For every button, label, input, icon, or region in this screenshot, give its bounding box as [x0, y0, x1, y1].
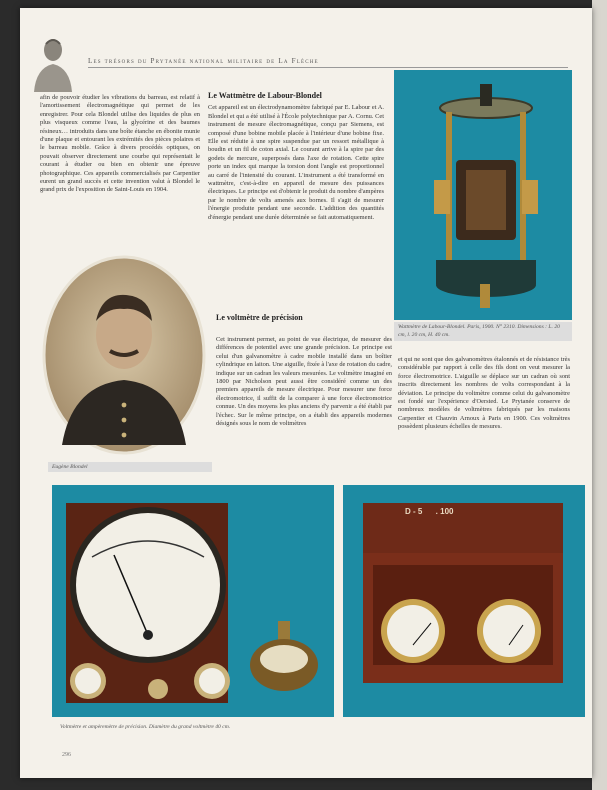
voltmeter-text	[216, 336, 392, 428]
wattmeter-photo	[394, 70, 572, 320]
bust-ornament-icon	[28, 34, 78, 94]
right-text-column	[398, 356, 570, 432]
voltmeter-paragraph: Cet instrument permet, au point de vue électrique, de mesurer des différences de potentiel avec une grande précision. Le principe est celui d'un galvanomètre à cadre mobile installé dans un boîtier cylindrique en laiton. Une aiguille, fixée à l'axe de rotation du cadre, indique sur un cadran les valeurs mesurées. Le voltmètre imaginé en 1800 par Nicholson peut aussi être considéré comme un des premiers appareils de mesure électrique. Pour mesurer une force électromotrice, il suffit de la comparer à une force électromotrice connue. Un des moyens les plus anciens d'y parvenir a été établi par l'échec. Sur le même principe, on a établi des appareils modernes désignés sous le nom de voltmètres	[216, 336, 392, 428]
section-heading-voltmeter: Le voltmètre de précision	[216, 313, 303, 322]
voltmeter-photo	[52, 485, 334, 717]
middle-text-column-bottom	[216, 314, 392, 326]
wattmeter-caption: Wattmètre de Labour-Blondel. Paris, 1900. N° 2310. Dimensions : L. 20 cm, l. 20 cm, H. 40 cm.	[394, 322, 572, 341]
portrait-photo	[42, 255, 206, 455]
wattmeter-paragraph: Cet appareil est un électrodynamomètre fabriqué par E. Labour et A. Blondel et qui a été utilisé à l'École polytechnique par A. Cornu. Cet instrument de mesure électromagnétique, conçu par Siemens, est composé d'une bobine mobile placée à l'intérieur d'une bobine fixe. Elle est réduite à une spire suspendue par un ressort métallique à boudin et un fil de coton axial. Le courant arrive à la spire par des godets de mercure, superposés dans l'axe de rotation. Cette spire porte un index qui marque la torsion dont l'angle est proportionnel au carré de l'intensité du courant. L'instrument a été transformé en wattmètre, c'est-à-dire en appareil de mesure des puissances électriques. Le principe est d'obtenir le produit du nombre d'ampères par le nombre de volts amenés aux bornes. Il s'agit de mesurer l'énergie produite pendant une seconde. L'addition des quantités d'énergie pendant une durée déterminée se fait automatiquement.	[208, 104, 384, 221]
portrait-caption: Eugène Blondel	[48, 462, 212, 472]
left-text-column	[40, 94, 200, 195]
page-number: 296	[62, 752, 71, 758]
running-header: Les trésors du Prytanée national militaire de La Flèche	[88, 57, 319, 65]
section-heading-wattmeter: Le Wattmètre de Labour-Blondel	[208, 91, 322, 100]
bottom-caption: Voltmètre et ampèremètre de précision. Diamètre du grand voltmètre 40 cm.	[60, 724, 231, 730]
adjacent-page-edge	[592, 0, 607, 790]
wattmeter-illustration	[394, 70, 572, 320]
boxed-meters-photo	[343, 485, 585, 717]
boxed-meters-illustration	[343, 485, 585, 717]
header-rule	[88, 67, 568, 68]
box-label: D - 5 . 100	[405, 507, 454, 516]
middle-text-column-top	[208, 92, 384, 222]
left-paragraph: afin de pouvoir étudier les vibrations du barreau, est relatif à l'amortissement électromagnétique qui permet de les enregistrer. Pour cela Blondel utilise des liquides de plus en plus visqueux comme l'eau, la glycérine et des baumes résineux… introduits dans une boîte étanche en ébonite munie d'une plaque et entourant les extrémités des pièces polaires et le barreau mobile. Grâce à divers procédés optiques, on pouvait observer directement une courbe qui représentait le courant à étudier ou bien en obtenir une épreuve photographique. Ces appareils commercialisés par Carpentier eurent un grand succès et cette invention valut à Blondel le grand prix de l'exposition de Saint-Louis en 1904.	[40, 94, 200, 194]
right-paragraph: et qui ne sont que des galvanomètres étalonnés et de résistance très considérable par rapport à celle des fils dont on veut mesurer la force électromotrice. L'aiguille se déplace sur un cadran où sont inscrits directement les nombres de volts correspondant à la déviation. Le principe du voltmètre comme celui du galvanomètre est fondé sur l'expérience d'Oersted. Le Prytanée conserve de nombreux modèles de voltmètres fabriqués par les maisons Carpentier et Chauvin Arnoux à Paris en 1900. Ces voltmètres possèdent plusieurs échelles de mesures.	[398, 356, 570, 431]
voltmeter-illustration	[52, 485, 334, 717]
